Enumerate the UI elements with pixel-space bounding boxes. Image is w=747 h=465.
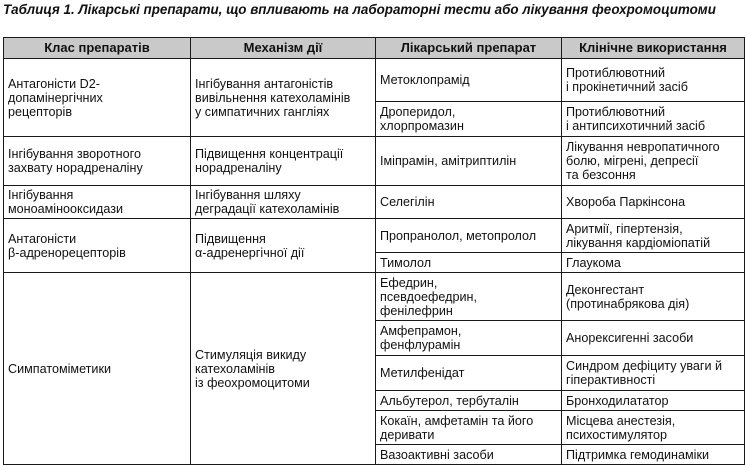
table-row xyxy=(4,273,745,321)
table-row xyxy=(4,59,745,102)
clinical-use-cell: Протиблювотний і прокінетичний засіб xyxy=(562,59,745,102)
header-drug: Лікарський препарат xyxy=(376,38,562,59)
header-mechanism: Механізм дії xyxy=(191,38,376,59)
table-row xyxy=(4,219,745,253)
drug-cell: Пропранолол, метопролол xyxy=(376,219,562,253)
drug-class-cell: Антагоністи β-адренорецепторів xyxy=(4,219,191,273)
header-clinical-use: Клінічне використання xyxy=(562,38,745,59)
clinical-use-cell: Хвороба Паркінсона xyxy=(562,186,745,219)
drug-cell: Альбутерол, тербуталін xyxy=(376,391,562,411)
table-row xyxy=(4,137,745,186)
clinical-use-cell: Лікування невропатичного болю, мігрені, депресії та безсоння xyxy=(562,137,745,186)
drug-cell: Амфепрамон, фенфлурамін xyxy=(376,321,562,356)
drug-cell: Ефедрин, псевдоефедрин, фенілефрин xyxy=(376,273,562,321)
clinical-use-cell: Аритмії, гіпертензія, лікування кардіоміопатій xyxy=(562,219,745,253)
drug-class-cell: Симпатоміметики xyxy=(4,273,191,465)
mechanism-cell: Стимуляція викиду катехоламінів із феохромоцитоми xyxy=(191,273,376,465)
table-caption: Таблиця 1. Лікарські препарати, що впливають на лабораторні тести або лікування феохромоцитоми xyxy=(3,2,716,17)
drug-cell: Іміпрамін, амітриптилін xyxy=(376,137,562,186)
drug-class-cell: Інгібування моноамінооксидази xyxy=(4,186,191,219)
drug-cell: Селегілін xyxy=(376,186,562,219)
mechanism-cell: Інгібування шляху деградації катехоламінів xyxy=(191,186,376,219)
drug-cell: Метилфенідат xyxy=(376,356,562,391)
clinical-use-cell: Деконгестант (протинабрякова дія) xyxy=(562,273,745,321)
drug-cell: Тимолол xyxy=(376,253,562,273)
clinical-use-cell: Анорексигенні засоби xyxy=(562,321,745,356)
mechanism-cell: Підвищення α-адренергічної дії xyxy=(191,219,376,273)
clinical-use-cell: Бронходилататор xyxy=(562,391,745,411)
drug-cell: Дроперидол, хлорпромазин xyxy=(376,102,562,137)
header-class: Клас препаратів xyxy=(4,38,191,59)
clinical-use-cell: Протиблювотний і антипсихотичний засіб xyxy=(562,102,745,137)
drug-cell: Метоклопрамід xyxy=(376,59,562,102)
mechanism-cell: Інгібування антагоністів вивільнення катехоламінів у симпатичних гангліях xyxy=(191,59,376,137)
table-row xyxy=(4,186,745,219)
mechanism-cell: Підвищення концентрації норадреналіну xyxy=(191,137,376,186)
clinical-use-cell: Глаукома xyxy=(562,253,745,273)
drug-cell: Вазоактивні засоби xyxy=(376,445,562,465)
drug-table xyxy=(3,37,745,465)
header-row xyxy=(4,38,745,59)
drug-class-cell: Антагоністи D2- допамінергічних рецепторів xyxy=(4,59,191,137)
clinical-use-cell: Місцева анестезія, психостимулятор xyxy=(562,411,745,445)
drug-cell: Кокаїн, амфетамін та його деривати xyxy=(376,411,562,445)
clinical-use-cell: Синдром дефіциту уваги й гіперактивності xyxy=(562,356,745,391)
drug-class-cell: Інгібування зворотного захвату норадреналіну xyxy=(4,137,191,186)
clinical-use-cell: Підтримка гемодинаміки xyxy=(562,445,745,465)
